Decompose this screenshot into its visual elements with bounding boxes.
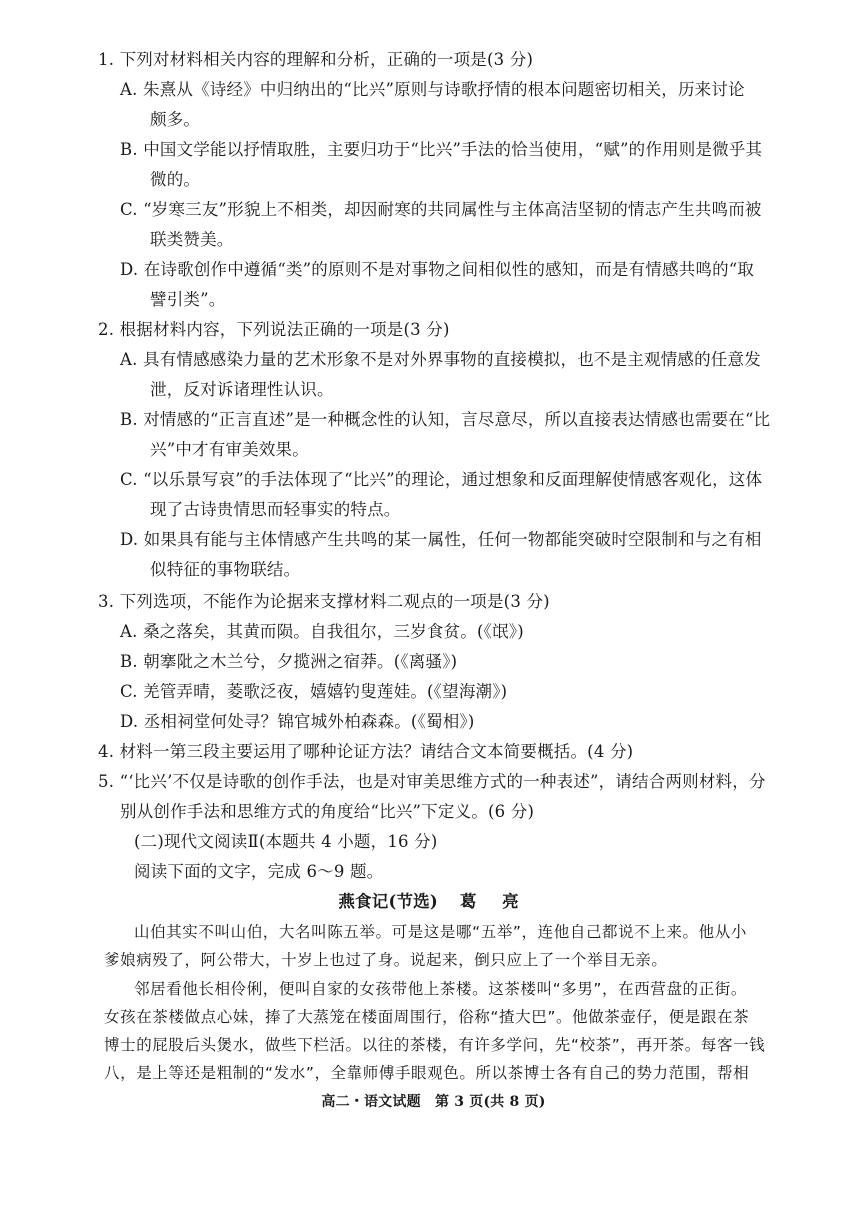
article-author: 葛 亮 (459, 892, 529, 911)
question-2-option-b-cont: 兴”中才有审美效果。 (150, 440, 309, 459)
question-1-option-d-cont: 譬引类”。 (150, 290, 226, 309)
question-2-option-a-cont: 泄，反对诉诸理性认识。 (150, 380, 334, 399)
question-3-option-c: C. 羌管弄晴，菱歌泛夜，嬉嬉钓叟莲娃。(《望海潮》) (120, 682, 508, 701)
article-paragraph-1-line-2: 爹娘病殁了，阿公带大，十岁上也过了身。说起来，倒只应上了一个举目无亲。 (104, 951, 668, 969)
question-1-stem: 1. 下列对材料相关内容的理解和分析，正确的一项是(3 分) (98, 50, 534, 69)
question-2-stem: 2. 根据材料内容，下列说法正确的一项是(3 分) (98, 320, 450, 339)
question-3-option-a: A. 桑之落矣，其黄而陨。自我徂尔，三岁食贫。(《氓》) (120, 622, 524, 641)
question-1-option-a: A. 朱熹从《诗经》中归纳出的“比兴”原则与诗歌抒情的根本问题密切相关，历来讨论 (120, 80, 745, 99)
page-footer: 高二・语文试题 第 3 页(共 8 页) (321, 1094, 546, 1110)
article-paragraph-2-line-3: 博士的屁股后头煲水，做些下栏活。以往的茶楼，有许多学问，先“校茶”，再开茶。每客一钱 (104, 1036, 766, 1054)
article-title: 燕食记(节选) (338, 892, 438, 911)
question-1-option-b-cont: 微的。 (150, 170, 201, 189)
question-5-stem: 5. “‘比兴’不仅是诗歌的创作手法，也是对审美思维方式的一种表述”，请结合两则材料，分 (98, 772, 766, 791)
question-2-option-b: B. 对情感的“正言直述”是一种概念性的认知，言尽意尽，所以直接表达情感也需要在“比 (120, 410, 771, 429)
section-heading: (二)现代文阅读Ⅱ(本题共 4 小题，16 分) (134, 832, 438, 851)
question-3-option-d: D. 丞相祠堂何处寻？锦官城外柏森森。(《蜀相》) (120, 712, 475, 731)
question-2-option-d: D. 如果具有能与主体情感产生共鸣的某一属性，任何一物都能突破时空限制和与之有相 (120, 530, 762, 549)
question-1-option-d: D. 在诗歌创作中遵循“类”的原则不是对事物之间相似性的感知，而是有情感共鸣的“取 (120, 260, 755, 279)
question-4-stem: 4. 材料一第三段主要运用了哪种论证方法？请结合文本简要概括。(4 分) (98, 742, 634, 761)
question-1-option-b: B. 中国文学能以抒情取胜，主要归功于“比兴”手法的恰当使用，“赋”的作用则是微乎其 (120, 140, 763, 159)
question-1-option-c: C. “岁寒三友”形貌上不相类，却因耐寒的共同属性与主体高洁坚韧的情志产生共鸣而被 (120, 200, 762, 219)
question-2-option-a: A. 具有情感感染力量的艺术形象不是对外界事物的直接模拟，也不是主观情感的任意发 (120, 350, 761, 369)
article-paragraph-2-line-1: 邻居看他长相伶俐，便叫自家的女孩带他上茶楼。这茶楼叫“多男”，在西营盘的正街。 (134, 980, 747, 998)
article-paragraph-1-line-1: 山伯其实不叫山伯，大名叫陈五举。可是这是哪“五举”，连他自己都说不上来。他从小 (134, 923, 747, 941)
question-3-stem: 3. 下列选项，不能作为论据来支撑材料二观点的一项是(3 分) (98, 592, 550, 611)
question-2-option-c-cont: 现了古诗贵情思而轻事实的特点。 (150, 500, 401, 519)
article-paragraph-2-line-4: 八，是上等还是粗制的“发水”，全靠师傅手眼观色。所以茶博士各有自己的势力范围，帮相 (104, 1064, 750, 1082)
article-title-line (0, 890, 867, 914)
question-3-option-b: B. 朝搴阰之木兰兮，夕揽洲之宿莽。(《离骚》) (120, 652, 458, 671)
question-2-option-c: C. “以乐景写哀”的手法体现了“比兴”的理论，通过想象和反面理解使情感客观化，这体 (120, 470, 763, 489)
question-5-stem-cont: 别从创作手法和思维方式的角度给“比兴”下定义。(6 分) (120, 802, 535, 821)
question-1-option-a-cont: 颇多。 (150, 110, 201, 129)
question-1-option-c-cont: 联类赞美。 (150, 230, 234, 249)
section-instruction: 阅读下面的文字，完成 6～9 题。 (134, 862, 384, 881)
article-paragraph-2-line-2: 女孩在茶楼做点心妹，捧了大蒸笼在楼面周围行，俗称“揸大巴”。他做茶壶仔，便是跟在茶 (104, 1008, 750, 1026)
question-2-option-d-cont: 似特征的事物联结。 (150, 560, 301, 579)
